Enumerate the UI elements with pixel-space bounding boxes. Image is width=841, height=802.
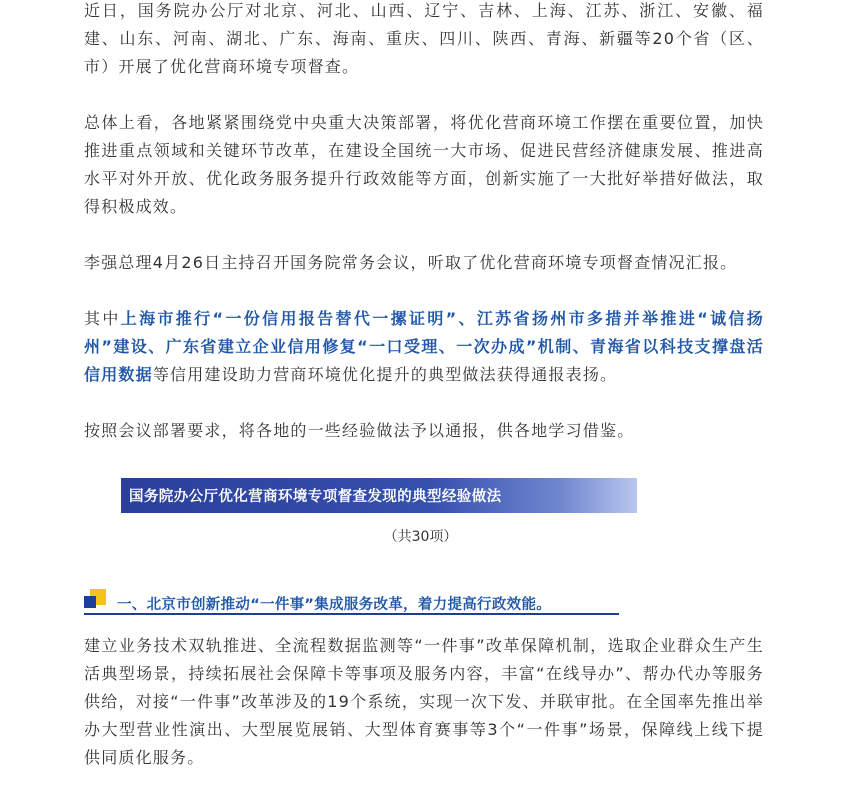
paragraph-commendation [84,305,764,389]
section-banner [121,478,637,513]
commendation-prefix: 其中 [84,309,121,328]
paragraph-intro: 近日，国务院办公厅对北京、河北、山西、辽宁、吉林、上海、江苏、浙江、安徽、福建、山东、河南、湖北、广东、海南、重庆、四川、陕西、青海、新疆等20个省（区、市）开展了优化营商环境专项督查。 [84,1,764,76]
section-heading [84,589,619,617]
heading-square-blue-icon [84,596,96,608]
commendation-suffix: 等信用建设助力营商环境优化提升的典型做法获得通报表扬。 [152,365,618,384]
paragraph-meeting: 李强总理4月26日主持召开国务院常务会议，听取了优化营商环境专项督查情况汇报。 [84,253,738,272]
commendation-highlight: 上海市推行“一份信用报告替代一摞证明”、江苏省扬州市多措并举推进“诚信扬州”建设、广东省建立企业信用修复“一口受理、一次办成”机制、青海省以科技支撑盘活信用数据 [84,309,764,384]
paragraph-beijing-detail: 建立业务技术双轨推进、全流程数据监测等“一件事”改革保障机制，选取企业群众生产生活典型场景，持续拓展社会保障卡等事项及服务内容，丰富“在线导办”、帮办代办等服务供给，对接“一件事”改革涉及的19个系统，实现一次下发、并联审批。在全国率先推出举办大型营业性演出、大型展览展销、大型体育赛事等3个“一件事”场景，保障线上线下提供同质化服务。 [84,636,764,767]
section-title: 一、北京市创新推动“一件事”集成服务改革，着力提高行政效能。 [117,597,552,613]
heading-underline [84,613,619,615]
banner-title: 国务院办公厅优化营商环境专项督查发现的典型经验做法 [129,489,502,505]
banner-subtitle: （共30项） [383,529,458,545]
paragraph-notice: 按照会议部署要求，将各地的一些经验做法予以通报，供各地学习借鉴。 [84,421,635,440]
paragraph-overview: 总体上看，各地紧紧围绕党中央重大决策部署，将优化营商环境工作摆在重要位置，加快推进重点领域和关键环节改革，在建设全国统一大市场、促进民营经济健康发展、推进高水平对外开放、优化政务服务提升行政效能等方面，创新实施了一大批好举措好做法，取得积极成效。 [84,113,764,216]
